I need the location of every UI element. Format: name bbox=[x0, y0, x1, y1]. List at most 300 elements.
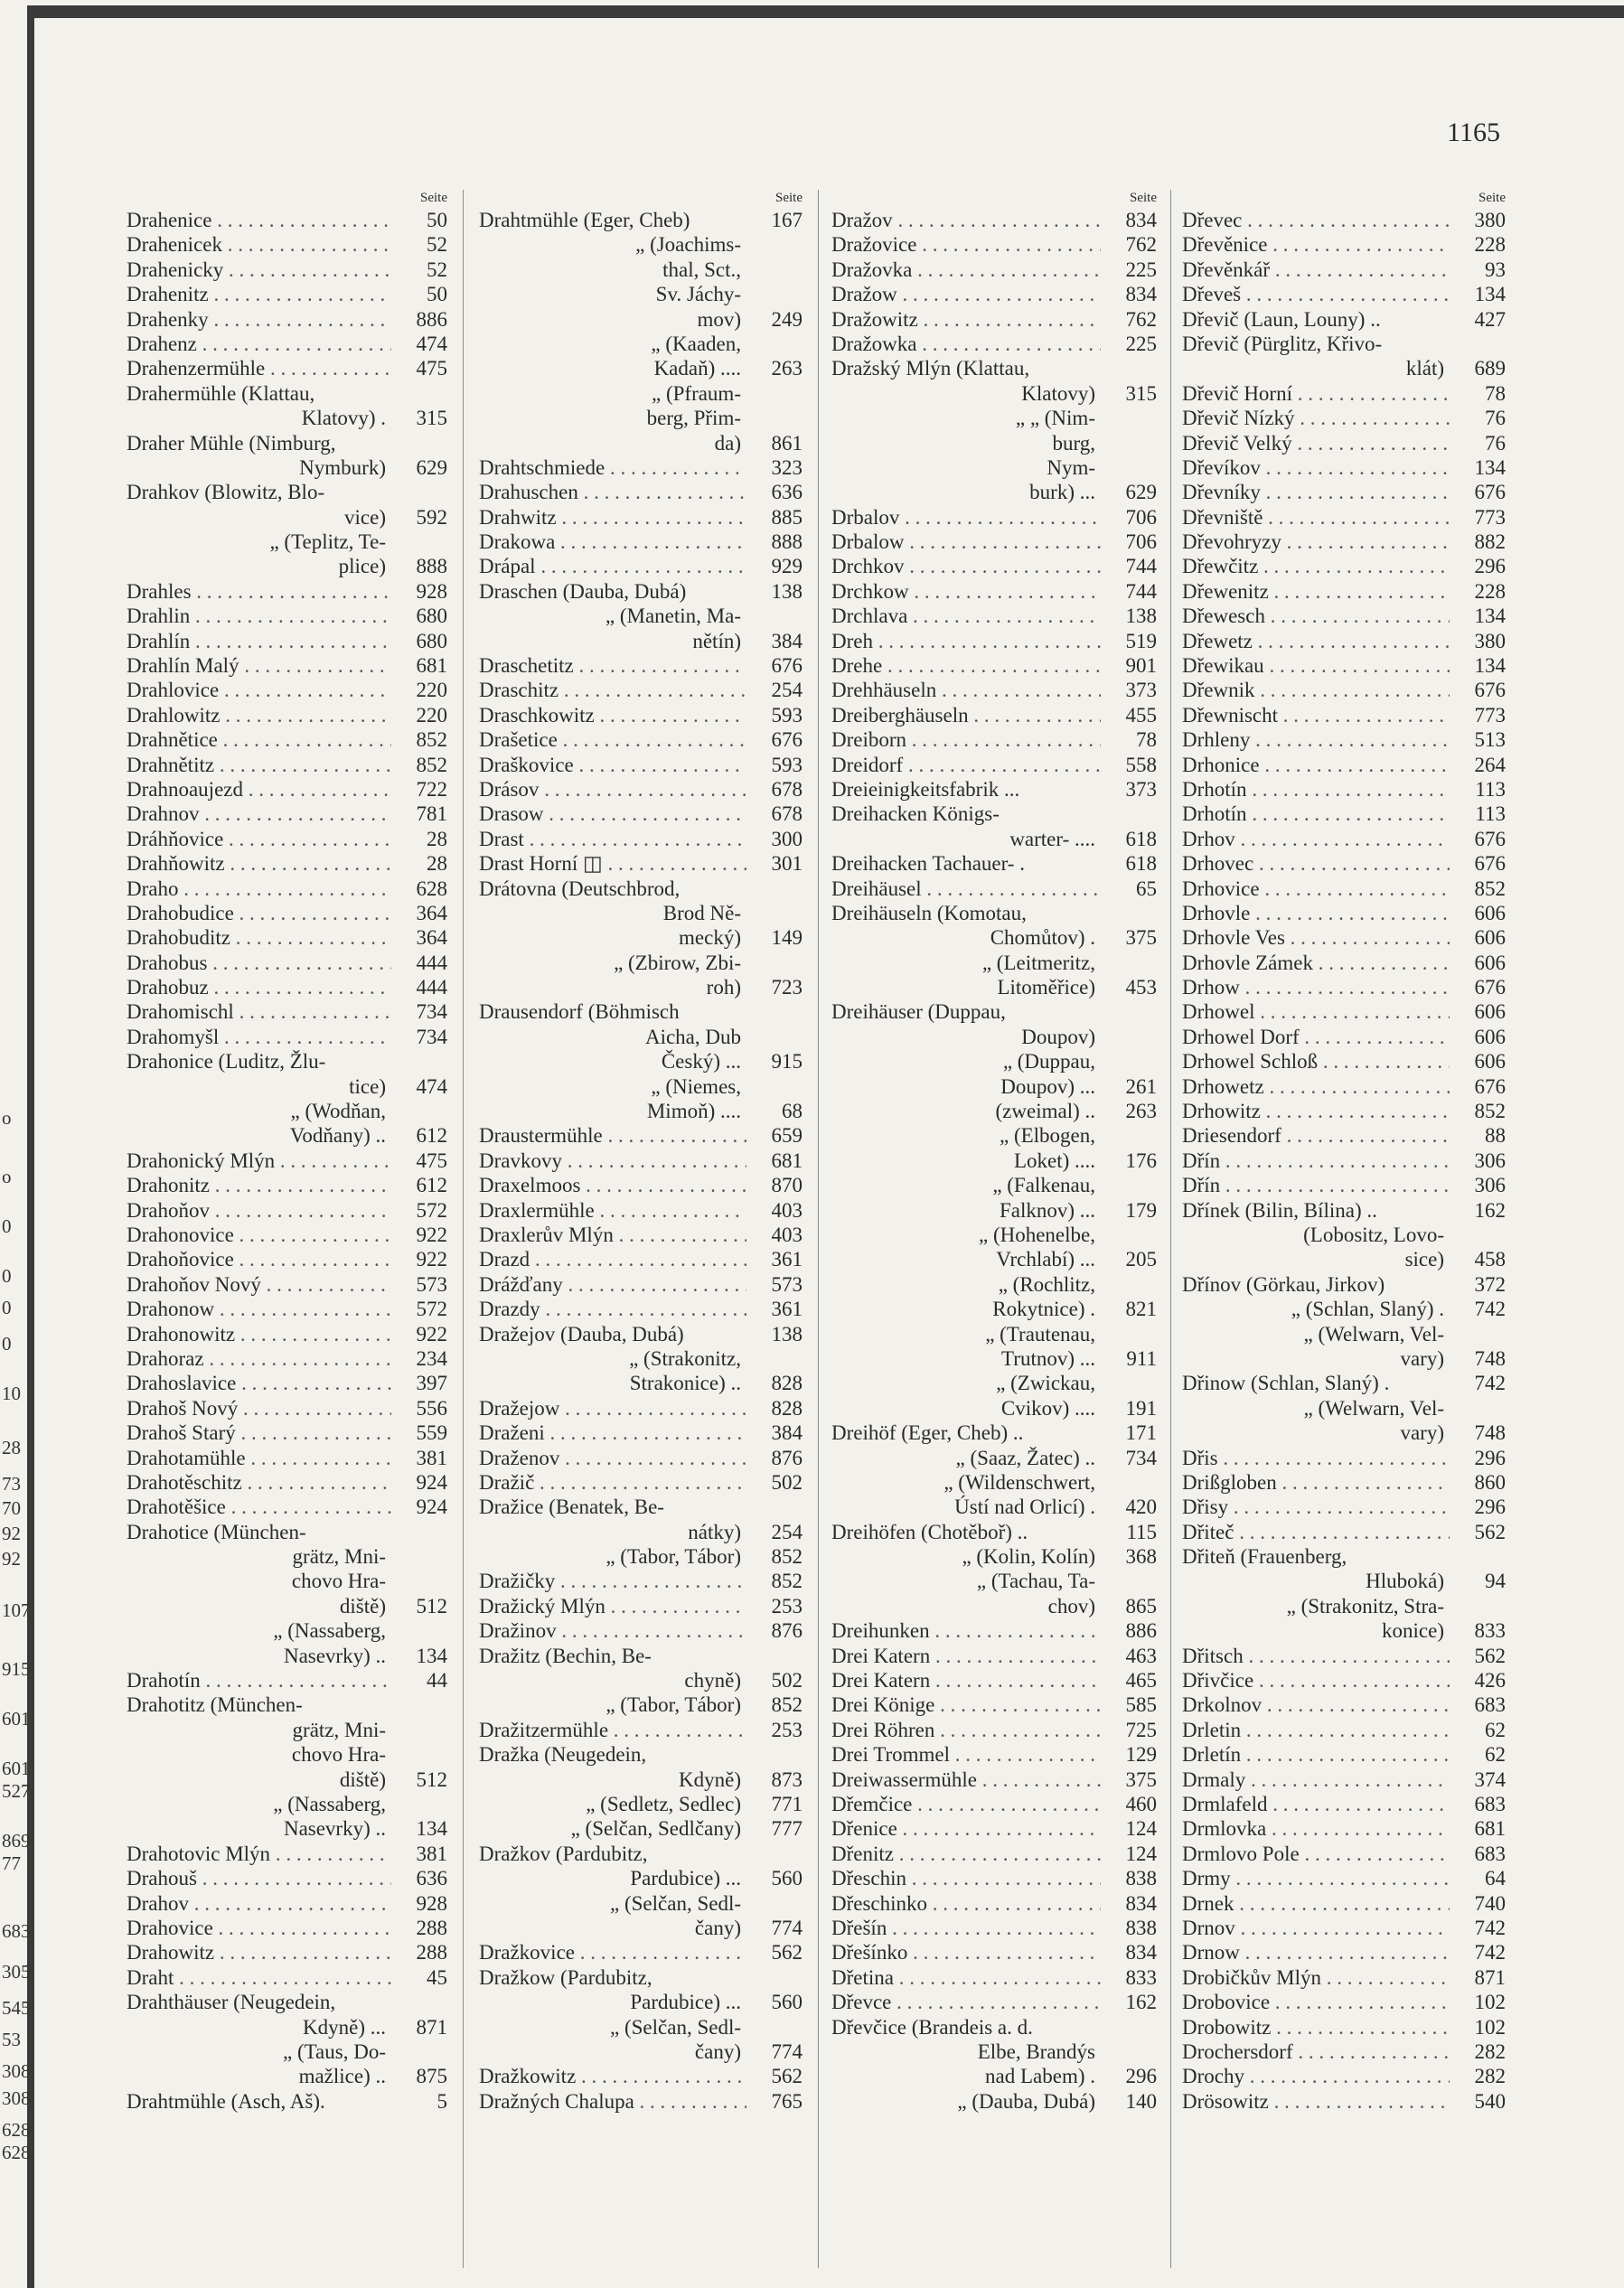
entry-page: 742 bbox=[1474, 1916, 1506, 1939]
index-entry bbox=[479, 1099, 803, 1123]
entry-name: Drobovice . . . bbox=[1182, 1990, 1450, 2014]
index-entry bbox=[127, 1074, 447, 1099]
entry-name: Drahonowitz . . . bbox=[127, 1322, 391, 1346]
entry-page: 102 bbox=[1474, 1991, 1506, 2014]
entry-page: 296 bbox=[1125, 2065, 1157, 2088]
entry-name: „ (Taus, Do- bbox=[283, 2040, 386, 2063]
entry-page: 296 bbox=[1474, 1496, 1506, 1519]
entry-page: 681 bbox=[1474, 1817, 1506, 1841]
entry-name: Draženi . . . bbox=[479, 1421, 746, 1445]
index-entry bbox=[1182, 2064, 1506, 2088]
entry-name: Drbalow . . . bbox=[831, 530, 1101, 554]
entry-page: 5 bbox=[437, 2089, 447, 2113]
index-entry bbox=[127, 2089, 447, 2114]
index-entry bbox=[127, 703, 447, 727]
entry-name: Drahoš Starý . . . bbox=[127, 1421, 391, 1445]
entry-page: 50 bbox=[427, 208, 447, 231]
index-entry bbox=[1182, 1891, 1506, 1916]
index-entry bbox=[831, 653, 1157, 678]
index-entry bbox=[831, 604, 1157, 628]
index-entry bbox=[831, 1396, 1157, 1421]
entry-page: 167 bbox=[771, 208, 803, 231]
entry-name: Drahotěšice . . . bbox=[127, 1495, 391, 1519]
index-entry bbox=[1182, 951, 1506, 975]
entry-name: Dřevec . . . bbox=[1182, 208, 1450, 232]
entry-name: Dražský Mlýn (Klattau, bbox=[831, 357, 1030, 380]
entry-page: 689 bbox=[1474, 357, 1506, 380]
entry-page: 264 bbox=[1474, 753, 1506, 776]
entry-name: Dražných Chalupa . . . bbox=[479, 2089, 746, 2114]
entry-page: 861 bbox=[771, 431, 803, 455]
entry-page: 556 bbox=[416, 1396, 447, 1420]
entry-name: Drahoňov . . . bbox=[127, 1198, 391, 1223]
index-entry bbox=[479, 1768, 803, 1792]
entry-page: 871 bbox=[416, 2015, 447, 2039]
entry-name: „ „ (Nim- bbox=[1015, 407, 1095, 430]
index-entry bbox=[479, 480, 803, 504]
entry-page: 301 bbox=[771, 852, 803, 876]
entry-page: 375 bbox=[1125, 926, 1157, 950]
entry-page: 94 bbox=[1485, 1570, 1506, 1593]
entry-page: 748 bbox=[1474, 1421, 1506, 1445]
entry-name: Dreieinigkeitsfabrik ... bbox=[831, 777, 1020, 801]
index-entry bbox=[127, 1470, 447, 1495]
index-entry bbox=[127, 777, 447, 802]
entry-page: 375 bbox=[1125, 1768, 1157, 1791]
index-entry bbox=[127, 1025, 447, 1049]
entry-name: Drausendorf (Böhmisch bbox=[479, 1000, 680, 1024]
entry-name: Drei Trommel . . . bbox=[831, 1742, 1101, 1767]
index-entry bbox=[831, 678, 1157, 702]
index-entry bbox=[479, 2089, 803, 2114]
entry-name: Drmlafeld . . . bbox=[1182, 1792, 1450, 1816]
index-entry bbox=[479, 282, 803, 306]
entry-name: Dřevohryzy . . . bbox=[1182, 530, 1450, 554]
entry-name: Drahotamühle . . . bbox=[127, 1446, 391, 1470]
entry-name: Dražkow (Pardubitz, bbox=[479, 1965, 652, 1989]
left-rule bbox=[27, 5, 34, 2288]
entry-page: 512 bbox=[416, 1768, 447, 1791]
index-entry bbox=[831, 1891, 1157, 1916]
index-entry bbox=[1182, 1544, 1506, 1569]
index-entry bbox=[1182, 1792, 1506, 1816]
entry-name: Dřevíkov . . . bbox=[1182, 455, 1450, 480]
entry-name: grätz, Mni- bbox=[292, 1718, 386, 1741]
index-entry bbox=[1182, 505, 1506, 530]
entry-page: 593 bbox=[771, 753, 803, 776]
entry-page: 460 bbox=[1125, 1792, 1157, 1815]
index-entry bbox=[479, 1718, 803, 1742]
index-entry bbox=[1182, 1025, 1506, 1049]
index-entry bbox=[831, 1792, 1157, 1816]
entry-page: 765 bbox=[771, 2089, 803, 2113]
entry-page: 773 bbox=[1474, 703, 1506, 727]
entry-page: 220 bbox=[416, 703, 447, 727]
entry-name: Český) ... bbox=[661, 1050, 741, 1074]
entry-name: Drchkov . . . bbox=[831, 554, 1101, 578]
entry-name: Drahenzermühle . . . bbox=[127, 356, 391, 380]
index-entry bbox=[831, 753, 1157, 777]
entry-name: Drahles . . . bbox=[127, 579, 391, 604]
entry-name: Nymburk) bbox=[299, 455, 386, 479]
margin-number: 305 bbox=[2, 1961, 31, 1983]
index-entry bbox=[127, 802, 447, 826]
index-entry bbox=[1182, 1198, 1506, 1223]
index-entry bbox=[127, 1446, 447, 1470]
entry-page: 453 bbox=[1125, 976, 1157, 999]
entry-page: 821 bbox=[1125, 1298, 1157, 1321]
index-entry bbox=[1182, 901, 1506, 925]
index-entry bbox=[127, 1371, 447, 1395]
index-entry bbox=[127, 406, 447, 430]
entry-page: 384 bbox=[771, 629, 803, 652]
index-entry bbox=[1182, 1644, 1506, 1668]
entry-page: 559 bbox=[416, 1421, 447, 1445]
entry-name: diště) bbox=[339, 1594, 386, 1618]
entry-name: roh) bbox=[706, 976, 741, 999]
entry-name: „ (Hohenelbe, bbox=[979, 1224, 1095, 1246]
entry-page: 254 bbox=[771, 679, 803, 702]
entry-page: 852 bbox=[416, 753, 447, 776]
entry-page: 254 bbox=[771, 1520, 803, 1543]
entry-page: 403 bbox=[771, 1198, 803, 1222]
entry-name: Dřewenitz . . . bbox=[1182, 579, 1450, 604]
entry-name: Drochersdorf . . . bbox=[1182, 2040, 1450, 2064]
entry-name: „ (Kaaden, bbox=[651, 332, 741, 355]
index-entry bbox=[831, 1768, 1157, 1792]
entry-page: 928 bbox=[416, 579, 447, 603]
entry-name: Drahotice (München- bbox=[127, 1520, 306, 1543]
index-entry bbox=[479, 678, 803, 702]
entry-name: Dreihöf (Eger, Cheb) .. bbox=[831, 1421, 1024, 1445]
entry-name: Drahonitz . . . bbox=[127, 1173, 391, 1197]
entry-name: „ (Saaz, Žatec) .. bbox=[955, 1446, 1095, 1469]
entry-name: Dřisy . . . bbox=[1182, 1495, 1450, 1519]
margin-number: 869 bbox=[2, 1830, 31, 1852]
entry-name: Drmy . . . bbox=[1182, 1866, 1450, 1890]
index-entry bbox=[127, 851, 447, 876]
entry-name: Drehe . . . bbox=[831, 653, 1101, 678]
index-entry bbox=[479, 1470, 803, 1495]
index-entry bbox=[1182, 480, 1506, 504]
entry-page: 860 bbox=[1474, 1470, 1506, 1494]
entry-name: Drletin . . . bbox=[1182, 1718, 1450, 1742]
index-entry bbox=[831, 1173, 1157, 1197]
entry-name: Dřeveš . . . bbox=[1182, 282, 1450, 306]
index-entry bbox=[127, 1916, 447, 1940]
column-header: Seite bbox=[775, 191, 803, 205]
entry-name: Dreiborn . . . bbox=[831, 727, 1101, 752]
entry-page: 852 bbox=[771, 1545, 803, 1569]
entry-name: Trutnov) ... bbox=[1001, 1346, 1095, 1370]
index-entry bbox=[831, 480, 1157, 504]
entry-name: „ (Leitmeritz, bbox=[981, 951, 1095, 974]
index-entry bbox=[831, 356, 1157, 380]
margin-number: 545 bbox=[2, 1997, 31, 2019]
index-entry bbox=[479, 307, 803, 332]
entry-page: 852 bbox=[771, 1693, 803, 1717]
entry-page: 886 bbox=[416, 307, 447, 331]
index-entry bbox=[831, 1049, 1157, 1074]
index-entry bbox=[479, 1371, 803, 1395]
entry-page: 833 bbox=[1474, 1619, 1506, 1643]
index-entry bbox=[831, 554, 1157, 578]
entry-name: Drhovle Zámek . . . bbox=[1182, 951, 1450, 975]
entry-page: 629 bbox=[1125, 481, 1157, 504]
entry-name: Draženov . . . bbox=[479, 1446, 746, 1470]
index-entry bbox=[127, 1965, 447, 1990]
entry-name: Drahomischl . . . bbox=[127, 999, 391, 1024]
entry-page: 876 bbox=[771, 1446, 803, 1469]
entry-page: 725 bbox=[1125, 1718, 1157, 1741]
entry-name: Drahenice . . . bbox=[127, 208, 391, 232]
entry-name: Dražkowitz . . . bbox=[479, 2064, 746, 2088]
entry-page: 676 bbox=[1474, 852, 1506, 876]
index-entry bbox=[831, 1644, 1157, 1668]
entry-name: Dřeschinko . . . bbox=[831, 1891, 1101, 1916]
index-entry bbox=[479, 1965, 803, 1990]
entry-name: Draho . . . bbox=[127, 877, 391, 901]
entry-name: „ (Duppau, bbox=[1002, 1050, 1095, 1074]
entry-name: Dřiteň (Frauenberg, bbox=[1182, 1545, 1347, 1569]
entry-name: Dřevič Velký . . . bbox=[1182, 431, 1450, 455]
entry-name: konice) bbox=[1382, 1619, 1444, 1643]
entry-name: Ústí nad Orlicí) . bbox=[954, 1496, 1095, 1519]
entry-page: 838 bbox=[1125, 1867, 1157, 1890]
index-entry bbox=[831, 1742, 1157, 1767]
index-entry bbox=[127, 629, 447, 653]
entry-page: 573 bbox=[771, 1272, 803, 1296]
entry-name: Pardubice) ... bbox=[630, 1867, 741, 1890]
entry-name: Dražičky . . . bbox=[479, 1569, 746, 1593]
entry-page: 676 bbox=[1474, 481, 1506, 504]
index-entry bbox=[831, 1346, 1157, 1371]
entry-page: 205 bbox=[1125, 1248, 1157, 1271]
index-entry bbox=[831, 1247, 1157, 1271]
entry-name: Dřevniště . . . bbox=[1182, 505, 1450, 530]
entry-page: 636 bbox=[771, 481, 803, 504]
index-entry bbox=[127, 1247, 447, 1271]
entry-page: 403 bbox=[771, 1224, 803, 1246]
index-entry bbox=[479, 727, 803, 752]
entry-name: Dražow . . . bbox=[831, 282, 1101, 306]
entry-name: Drahenky . . . bbox=[127, 307, 391, 332]
index-entry bbox=[479, 505, 803, 530]
margin-number: 628 bbox=[2, 2119, 31, 2141]
index-entry bbox=[479, 1396, 803, 1421]
entry-name: Drei Katern . . . bbox=[831, 1668, 1101, 1693]
entry-name: burg, bbox=[1052, 431, 1095, 455]
index-entry bbox=[831, 1297, 1157, 1321]
index-entry bbox=[479, 1495, 803, 1519]
entry-page: 263 bbox=[771, 357, 803, 380]
index-entry bbox=[127, 332, 447, 356]
entry-name: Dřenice . . . bbox=[831, 1816, 1101, 1841]
entry-page: 681 bbox=[771, 1149, 803, 1172]
index-entry bbox=[831, 1544, 1157, 1569]
entry-name: Drösowitz . . . bbox=[1182, 2089, 1450, 2114]
entry-page: 475 bbox=[416, 357, 447, 380]
index-entry bbox=[127, 282, 447, 306]
entry-name: Drbalov . . . bbox=[831, 505, 1101, 530]
index-entry bbox=[1182, 678, 1506, 702]
entry-name: Drahov . . . bbox=[127, 1891, 391, 1916]
index-entry bbox=[1182, 1223, 1506, 1247]
index-entry bbox=[831, 1446, 1157, 1470]
entry-name: „ (Zwickau, bbox=[996, 1372, 1095, 1395]
entry-page: 228 bbox=[1474, 579, 1506, 603]
index-entry bbox=[1182, 1495, 1506, 1519]
entry-name: „ (Wildenschwert, bbox=[943, 1470, 1095, 1494]
index-entry bbox=[1182, 2015, 1506, 2040]
index-entry bbox=[1182, 530, 1506, 554]
index-entry bbox=[831, 2064, 1157, 2088]
entry-name: „ (Welwarn, Vel- bbox=[1303, 1396, 1444, 1420]
entry-name: berg, Přim- bbox=[646, 407, 741, 430]
entry-page: 852 bbox=[1474, 1100, 1506, 1123]
index-entry bbox=[1182, 455, 1506, 480]
index-entry bbox=[831, 1520, 1157, 1544]
index-entry bbox=[127, 258, 447, 282]
index-entry bbox=[127, 1940, 447, 1964]
index-entry bbox=[1182, 431, 1506, 455]
entry-page: 315 bbox=[1125, 381, 1157, 405]
entry-page: 706 bbox=[1125, 530, 1157, 554]
entry-page: 888 bbox=[771, 530, 803, 554]
entry-page: 606 bbox=[1474, 951, 1506, 974]
entry-name: Drakowa . . . bbox=[479, 530, 746, 554]
entry-name: Drehhäuseln . . . bbox=[831, 678, 1101, 702]
entry-name: Draschen (Dauba, Dubá) bbox=[479, 579, 687, 603]
index-entry bbox=[479, 1025, 803, 1049]
entry-name: „ (Sedletz, Sedlec) bbox=[586, 1792, 741, 1815]
entry-page: 875 bbox=[416, 2065, 447, 2088]
entry-page: 828 bbox=[771, 1396, 803, 1420]
index-entry bbox=[127, 753, 447, 777]
index-entry bbox=[127, 1891, 447, 1916]
index-entry bbox=[831, 406, 1157, 430]
index-entry bbox=[831, 877, 1157, 901]
entry-name: Drhov . . . bbox=[1182, 827, 1450, 851]
entry-page: 426 bbox=[1474, 1669, 1506, 1693]
entry-page: 78 bbox=[1485, 381, 1506, 405]
entry-name: Cvikov) .... bbox=[1000, 1396, 1095, 1420]
entry-name: čany) bbox=[694, 1916, 741, 1939]
entry-name: Dražič . . . bbox=[479, 1470, 746, 1495]
index-entry bbox=[479, 406, 803, 430]
entry-page: 774 bbox=[771, 2040, 803, 2063]
entry-name: Drahlin . . . bbox=[127, 604, 391, 628]
entry-name: Drahkov (Blowitz, Blo- bbox=[127, 481, 325, 504]
index-entry bbox=[1182, 1990, 1506, 2014]
entry-name: Drahtmühle (Asch, Aš). bbox=[127, 2089, 325, 2113]
index-entry bbox=[127, 925, 447, 950]
entry-page: 683 bbox=[1474, 1792, 1506, 1815]
margin-number: 53 bbox=[2, 2029, 21, 2050]
entry-page: 924 bbox=[416, 1470, 447, 1494]
index-entry bbox=[127, 1594, 447, 1618]
margin-number: 0 bbox=[2, 1215, 12, 1237]
entry-name: Dřevčice (Brandeis a. d. bbox=[831, 2015, 1033, 2039]
entry-name: „ (Manetin, Ma- bbox=[605, 605, 741, 628]
entry-name: Drahňowitz . . . bbox=[127, 851, 391, 876]
entry-page: 742 bbox=[1474, 1372, 1506, 1395]
entry-name: „ (Kolin, Kolín) bbox=[962, 1545, 1095, 1569]
entry-page: 882 bbox=[1474, 530, 1506, 554]
entry-page: 300 bbox=[771, 827, 803, 850]
entry-name: „ (Tabor, Tábor) bbox=[605, 1545, 741, 1569]
index-entry bbox=[127, 2040, 447, 2064]
index-entry bbox=[1182, 1446, 1506, 1470]
entry-name: Dřeschin . . . bbox=[831, 1866, 1101, 1890]
entry-page: 676 bbox=[1474, 976, 1506, 999]
entry-name: Kdyně) ... bbox=[303, 2015, 386, 2039]
index-entry bbox=[831, 1223, 1157, 1247]
index-entry bbox=[1182, 1718, 1506, 1742]
entry-name: Drahobudice . . . bbox=[127, 901, 391, 925]
entry-page: 134 bbox=[1474, 605, 1506, 628]
entry-page: 558 bbox=[1125, 753, 1157, 776]
entry-name: Nasevrky) .. bbox=[283, 1644, 386, 1667]
index-entry bbox=[127, 1272, 447, 1297]
entry-page: 124 bbox=[1125, 1842, 1157, 1865]
entry-name: Drast . . . bbox=[479, 827, 746, 851]
entry-name: Drhleny . . . bbox=[1182, 727, 1450, 752]
entry-name: Drápal . . . bbox=[479, 554, 746, 578]
index-entry bbox=[1182, 1247, 1506, 1271]
index-entry bbox=[479, 356, 803, 380]
margin-number: 601 bbox=[2, 1758, 31, 1779]
entry-name: Drahlowitz . . . bbox=[127, 703, 391, 727]
entry-name: Drahenicky . . . bbox=[127, 258, 391, 282]
index-entry bbox=[479, 1990, 803, 2014]
entry-name: Elbe, Brandýs bbox=[977, 2040, 1095, 2063]
index-entry bbox=[1182, 1594, 1506, 1618]
entry-name: Dřevič (Laun, Louny) .. bbox=[1182, 307, 1381, 331]
margin-number: 28 bbox=[2, 1437, 21, 1458]
entry-name: „ (Welwarn, Vel- bbox=[1303, 1322, 1444, 1346]
index-entry bbox=[1182, 282, 1506, 306]
margin-number: 92 bbox=[2, 1548, 21, 1570]
entry-page: 474 bbox=[416, 1074, 447, 1098]
entry-name: Drasow . . . bbox=[479, 802, 746, 826]
entry-page: 288 bbox=[416, 1941, 447, 1964]
entry-page: 234 bbox=[416, 1346, 447, 1370]
entry-page: 372 bbox=[1474, 1272, 1506, 1296]
entry-name: Drhow . . . bbox=[1182, 975, 1450, 999]
entry-name: Drahlín Malý . . . bbox=[127, 653, 391, 678]
index-entry bbox=[831, 777, 1157, 802]
entry-page: 572 bbox=[416, 1298, 447, 1321]
entry-name: Pardubice) ... bbox=[630, 1991, 741, 2014]
entry-page: 513 bbox=[1474, 728, 1506, 752]
entry-name: „ (Rochlitz, bbox=[998, 1272, 1095, 1296]
entry-name: „ (Strakonitz, Stra- bbox=[1286, 1594, 1444, 1618]
index-entry bbox=[1182, 332, 1506, 356]
margin-number: 527 bbox=[2, 1780, 31, 1802]
entry-name: vary) bbox=[1400, 1421, 1444, 1445]
index-entry bbox=[479, 1173, 803, 1197]
entry-page: 102 bbox=[1474, 2015, 1506, 2039]
index-entry bbox=[479, 2040, 803, 2064]
index-entry bbox=[127, 653, 447, 678]
entry-name: Drißgloben . . . bbox=[1182, 1470, 1450, 1495]
column-header: Seite bbox=[420, 191, 447, 205]
index-entry bbox=[479, 1816, 803, 1841]
entry-name: „ (Tachau, Ta- bbox=[976, 1570, 1095, 1593]
index-entry bbox=[479, 851, 803, 876]
entry-name: „ (Strakonitz, bbox=[629, 1346, 741, 1370]
